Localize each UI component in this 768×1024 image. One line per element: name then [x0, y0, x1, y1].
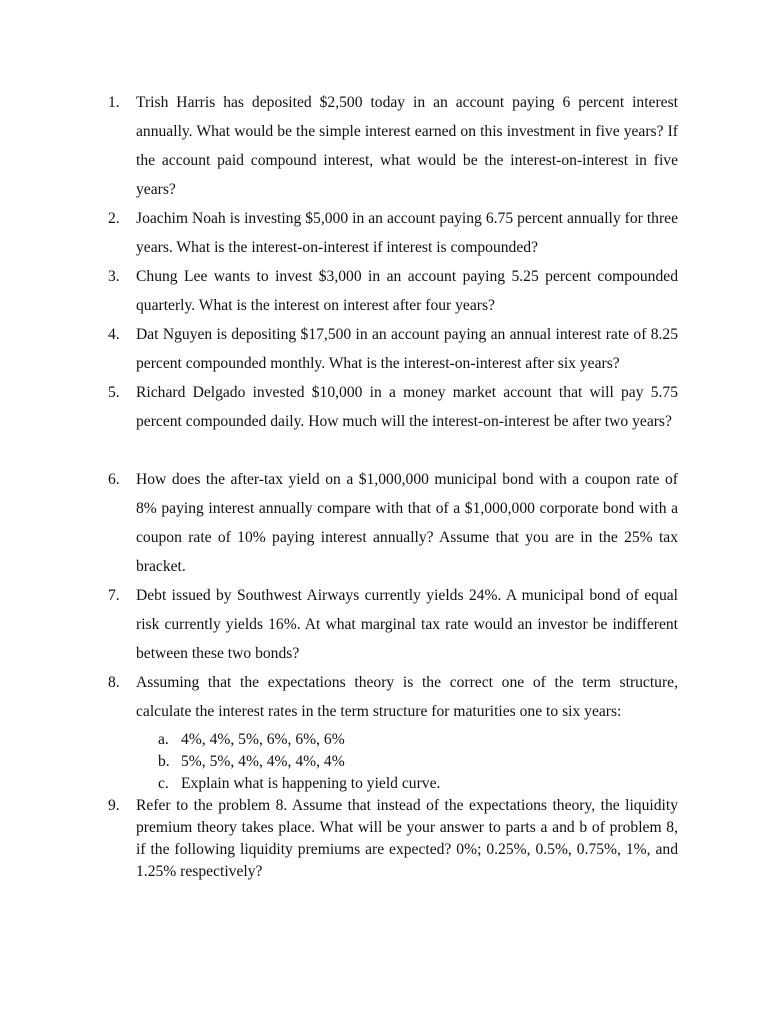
question-text: Debt issued by Southwest Airways currently yields 24%. A municipal bond of equal risk currently yields 16%. At what marginal tax rate would an investor be indifferent between these two bonds?	[136, 587, 678, 662]
subitem-text: 5%, 5%, 4%, 4%, 4%, 4%	[181, 753, 345, 770]
question-7	[108, 581, 678, 668]
subitem-text: 4%, 4%, 5%, 6%, 6%, 6%	[181, 731, 345, 748]
subitem-letter: a.	[158, 731, 169, 748]
question-number: 6.	[108, 471, 120, 488]
question-2	[108, 204, 678, 262]
question-number: 3.	[108, 268, 120, 285]
subitem-letter: c.	[158, 775, 169, 792]
question-9	[108, 795, 678, 883]
question-text: Trish Harris has deposited $2,500 today in an account paying 6 percent interest annually. What would be the simple interest earned on this investment in five years? If the account paid compound interest, what would be the interest-on-interest in five years?	[136, 94, 678, 198]
subitem-letter: b.	[158, 753, 170, 770]
question-number: 9.	[108, 797, 120, 814]
question-text: Refer to the problem 8. Assume that instead of the expectations theory, the liquidity premium theory takes place. What will be your answer to parts a and b of problem 8, if the following liquidity premiums are expected? 0%; 0.25%, 0.5%, 0.75%, 1%, and 1.25% respectively?	[136, 797, 678, 880]
question-text: Assuming that the expectations theory is the correct one of the term structure, calculate the interest rates in the term structure for maturities one to six years:	[136, 674, 678, 720]
question-text: Dat Nguyen is depositing $17,500 in an account paying an annual interest rate of 8.25 percent compounded monthly. What is the interest-on-interest after six years?	[136, 326, 678, 372]
question-number: 1.	[108, 94, 120, 111]
question-number: 4.	[108, 326, 120, 343]
question-text: Chung Lee wants to invest $3,000 in an account paying 5.25 percent compounded quarterly. What is the interest on interest after four years?	[136, 268, 678, 314]
subitem-a	[158, 729, 678, 751]
subitem-b	[158, 751, 678, 773]
subitem-text: Explain what is happening to yield curve.	[181, 775, 441, 792]
question-8	[108, 668, 678, 726]
question-3	[108, 262, 678, 320]
question-number: 2.	[108, 210, 120, 227]
question-text: Joachim Noah is investing $5,000 in an account paying 6.75 percent annually for three years. What is the interest-on-interest if interest is compounded?	[136, 210, 678, 256]
question-5	[108, 378, 678, 436]
question-6	[108, 465, 678, 581]
question-number: 8.	[108, 674, 120, 691]
question-text: Richard Delgado invested $10,000 in a money market account that will pay 5.75 percent compounded daily. How much will the interest-on-interest be after two years?	[136, 384, 678, 430]
question-1	[108, 88, 678, 204]
question-4	[108, 320, 678, 378]
subitem-c	[158, 773, 678, 795]
question-number: 5.	[108, 384, 120, 401]
question-number: 7.	[108, 587, 120, 604]
question-text: How does the after-tax yield on a $1,000,000 municipal bond with a coupon rate of 8% paying interest annually compare with that of a $1,000,000 corporate bond with a coupon rate of 10% paying interest annually? Assume that you are in the 25% tax bracket.	[136, 471, 678, 575]
